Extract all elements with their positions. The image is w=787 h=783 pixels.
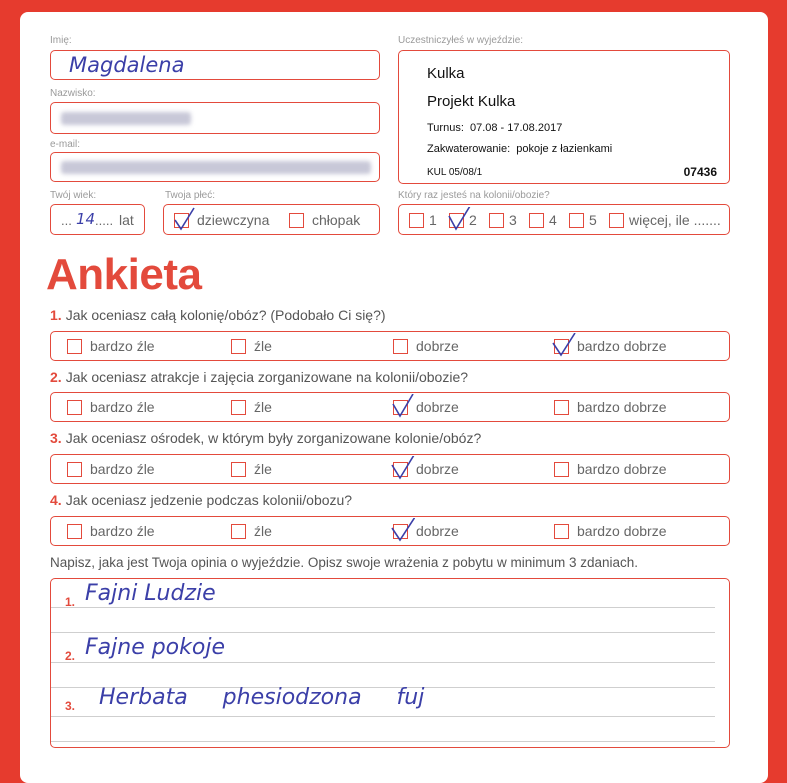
opinion-prompt: Napisz, jaka jest Twoja opinia o wyjeździe. Opisz swoje wrażenia z pobytu w minimum 3 zdaniach.: [50, 555, 639, 570]
trip-code: KUL 05/08/1: [427, 167, 483, 178]
email-field[interactable]: [50, 152, 380, 182]
age-unit: lat: [119, 212, 134, 228]
trip-turnus: [427, 122, 562, 134]
question-2-text: Jak oceniasz atrakcje i zajęcia zorganizowane na kolonii/obozie?: [65, 369, 469, 385]
q1-very-bad-label: bardzo źle: [90, 338, 155, 354]
question-1-text: Jak oceniasz całą kolonię/obóz? (Podobało Ci się?): [65, 307, 386, 323]
trip-label: Uczestniczyłeś w wyjeździe:: [398, 35, 524, 46]
q2-option-very-good[interactable]: [554, 399, 667, 415]
opinion-rule: [51, 607, 715, 608]
times-1-label: 1: [429, 212, 437, 228]
check-mark-icon: [172, 207, 196, 231]
times-label: Który raz jesteś na kolonii/obozie?: [398, 190, 550, 201]
q1-good-label: dobrze: [416, 338, 459, 354]
email-label: e-mail:: [50, 139, 81, 150]
question-2-num: 2.: [50, 369, 62, 385]
question-3-num: 3.: [50, 430, 62, 446]
q3-very-bad-checkbox[interactable]: [67, 462, 82, 477]
q3-option-very-bad[interactable]: [67, 461, 155, 477]
check-mark-icon: [391, 456, 415, 480]
last-name-label: Nazwisko:: [50, 88, 96, 99]
check-mark-icon: [552, 333, 576, 357]
q4-very-bad-label: bardzo źle: [90, 523, 155, 539]
accommodation-value: pokoje z łazienkami: [516, 143, 613, 155]
q4-very-good-checkbox[interactable]: [554, 524, 569, 539]
q4-option-bad[interactable]: [231, 523, 272, 539]
times-option-2[interactable]: [449, 212, 477, 228]
times-field: [398, 204, 730, 235]
opinion-rule: [51, 741, 715, 742]
q3-option-very-good[interactable]: [554, 461, 667, 477]
q1-option-bad[interactable]: [231, 338, 272, 354]
times-option-5[interactable]: [569, 212, 597, 228]
times-option-4[interactable]: [529, 212, 557, 228]
age-field[interactable]: [50, 204, 145, 235]
q3-bad-label: źle: [254, 461, 272, 477]
q2-option-good[interactable]: [393, 399, 459, 415]
gender-field: [163, 204, 380, 235]
q1-bad-checkbox[interactable]: [231, 339, 246, 354]
last-name-field[interactable]: [50, 102, 380, 134]
turnus-value: 07.08 - 17.08.2017: [469, 122, 563, 134]
q3-good-checkbox[interactable]: [393, 462, 408, 477]
q1-very-good-checkbox[interactable]: [554, 339, 569, 354]
gender-boy-checkbox[interactable]: [289, 213, 304, 228]
q1-very-bad-checkbox[interactable]: [67, 339, 82, 354]
q4-good-label: dobrze: [416, 523, 459, 539]
opinion-rule: [51, 662, 715, 663]
opinion-line-2-num: 2.: [65, 649, 76, 663]
q2-very-bad-checkbox[interactable]: [67, 400, 82, 415]
question-4-answers: [50, 516, 730, 546]
survey-title: Ankieta: [46, 250, 202, 299]
q2-good-label: dobrze: [416, 399, 459, 415]
gender-option-boy[interactable]: [289, 212, 360, 228]
q3-very-bad-label: bardzo źle: [90, 461, 155, 477]
turnus-label: Turnus:: [427, 122, 464, 134]
redacted-email: [61, 161, 371, 174]
trip-info-box: [398, 50, 730, 184]
opinion-rule: [51, 632, 715, 633]
age-value: 14: [76, 210, 96, 228]
q4-bad-label: źle: [254, 523, 272, 539]
q4-option-good[interactable]: [393, 523, 459, 539]
opinion-line-2-text: Fajne pokoje: [85, 635, 225, 660]
opinion-line-3-num: 3.: [65, 699, 76, 713]
trip-accommodation: [427, 143, 612, 155]
times-2-label: 2: [469, 212, 477, 228]
times-1-checkbox[interactable]: [409, 213, 424, 228]
question-2: [50, 369, 468, 385]
opinion-line-1-num: 1.: [65, 595, 76, 609]
q4-very-good-label: bardzo dobrze: [577, 523, 667, 539]
gender-girl-checkbox[interactable]: [174, 213, 189, 228]
q1-good-checkbox[interactable]: [393, 339, 408, 354]
opinion-line-3-text: Herbata phesiodzona fuj: [99, 685, 425, 710]
times-5-label: 5: [589, 212, 597, 228]
trip-name: Kulka: [427, 65, 465, 82]
redacted-last-name: [61, 112, 191, 125]
age-dots-left: ...: [61, 213, 72, 228]
opinion-rule: [51, 716, 715, 717]
q4-option-very-bad[interactable]: [67, 523, 155, 539]
q1-option-good[interactable]: [393, 338, 459, 354]
age-dots-right: .....: [95, 213, 114, 228]
times-4-label: 4: [549, 212, 557, 228]
q1-very-good-label: bardzo dobrze: [577, 338, 667, 354]
gender-girl-label: dziewczyna: [197, 212, 270, 228]
question-1-num: 1.: [50, 307, 62, 323]
question-1: [50, 307, 386, 323]
first-name-label: Imię:: [50, 35, 72, 46]
q4-option-very-good[interactable]: [554, 523, 667, 539]
times-3-checkbox[interactable]: [489, 213, 504, 228]
times-more-label: więcej, ile .......: [629, 212, 721, 228]
q4-very-bad-checkbox[interactable]: [67, 524, 82, 539]
age-label: Twój wiek:: [50, 190, 97, 201]
times-3-label: 3: [509, 212, 517, 228]
times-2-checkbox[interactable]: [449, 213, 464, 228]
gender-label: Twoja płeć:: [165, 190, 216, 201]
trip-number: 07436: [683, 165, 717, 179]
times-4-checkbox[interactable]: [529, 213, 544, 228]
times-option-1[interactable]: [409, 212, 437, 228]
check-mark-icon: [391, 518, 415, 542]
q3-good-label: dobrze: [416, 461, 459, 477]
times-more-checkbox[interactable]: [609, 213, 624, 228]
q3-very-good-checkbox[interactable]: [554, 462, 569, 477]
q2-bad-label: źle: [254, 399, 272, 415]
question-4: [50, 492, 352, 508]
question-2-answers: [50, 392, 730, 422]
question-3-text: Jak oceniasz ośrodek, w którym były zorganizowane kolonie/obóz?: [65, 430, 482, 446]
times-option-more[interactable]: [609, 212, 721, 228]
q2-very-good-label: bardzo dobrze: [577, 399, 667, 415]
q4-bad-checkbox[interactable]: [231, 524, 246, 539]
q2-bad-checkbox[interactable]: [231, 400, 246, 415]
question-3: [50, 430, 481, 446]
q2-option-very-bad[interactable]: [67, 399, 155, 415]
first-name-field[interactable]: [50, 50, 380, 80]
q2-good-checkbox[interactable]: [393, 400, 408, 415]
q2-very-bad-label: bardzo źle: [90, 399, 155, 415]
opinion-line-1-text: Fajni Ludzie: [85, 581, 216, 606]
q1-option-very-bad[interactable]: [67, 338, 155, 354]
q3-bad-checkbox[interactable]: [231, 462, 246, 477]
check-mark-icon: [447, 207, 471, 231]
times-5-checkbox[interactable]: [569, 213, 584, 228]
gender-option-girl[interactable]: [174, 212, 269, 228]
q1-bad-label: źle: [254, 338, 272, 354]
first-name-value: Magdalena: [69, 53, 185, 77]
question-4-num: 4.: [50, 492, 62, 508]
q3-option-good[interactable]: [393, 461, 459, 477]
gender-boy-label: chłopak: [312, 212, 361, 228]
check-mark-icon: [391, 394, 415, 418]
q1-option-very-good[interactable]: [554, 338, 667, 354]
question-4-text: Jak oceniasz jedzenie podczas kolonii/obozu?: [65, 492, 353, 508]
times-option-3[interactable]: [489, 212, 517, 228]
q2-option-bad[interactable]: [231, 399, 272, 415]
question-1-answers: [50, 331, 730, 361]
trip-project: Projekt Kulka: [427, 93, 516, 110]
q3-very-good-label: bardzo dobrze: [577, 461, 667, 477]
question-3-answers: [50, 454, 730, 484]
q4-good-checkbox[interactable]: [393, 524, 408, 539]
accommodation-label: Zakwaterowanie:: [427, 143, 511, 155]
opinion-box[interactable]: [50, 578, 730, 748]
q2-very-good-checkbox[interactable]: [554, 400, 569, 415]
q3-option-bad[interactable]: [231, 461, 272, 477]
